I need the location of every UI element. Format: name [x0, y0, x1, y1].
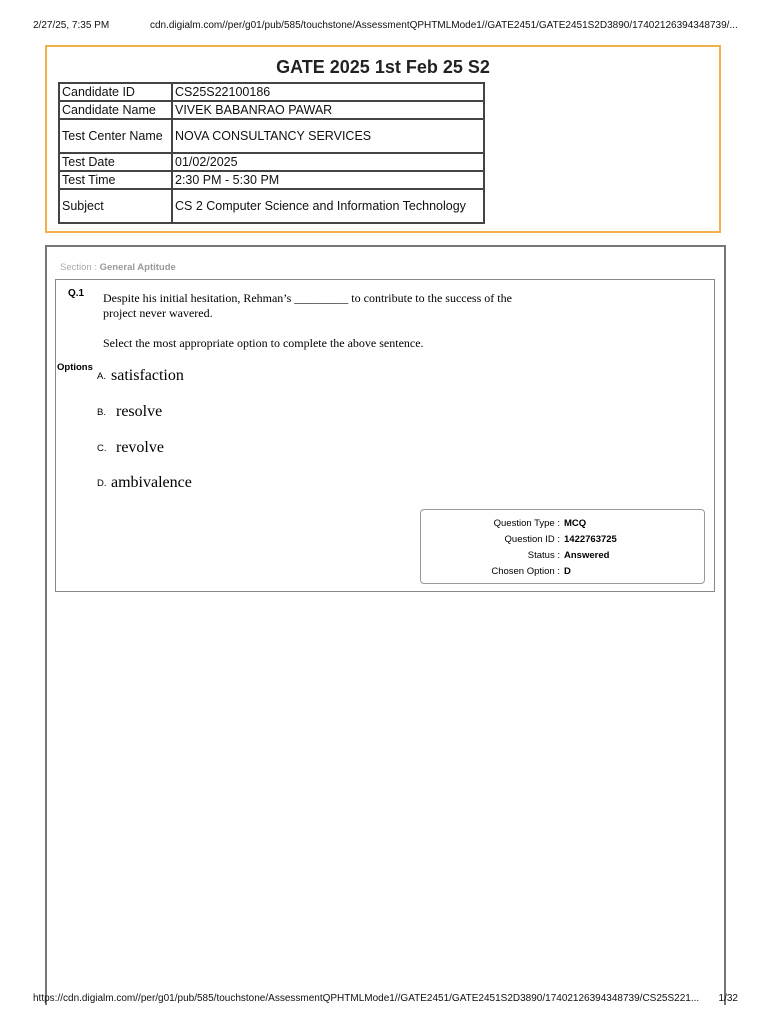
test-date-row: [59, 153, 484, 171]
page-number: 1/32: [718, 993, 738, 1004]
test-center-label: Test Center Name: [59, 119, 172, 153]
chosen-option-value: D: [564, 566, 571, 577]
print-url: cdn.digialm.com//per/g01/pub/585/touchstone/AssessmentQPHTMLMode1//GATE2451/GATE2451S2D3890/17402126394348739/...: [150, 20, 738, 31]
question-type-label: Question Type :: [493, 518, 560, 529]
option-a-text: satisfaction: [111, 367, 184, 384]
candidate-name-value: VIVEK BABANRAO PAWAR: [172, 101, 484, 119]
exam-title: GATE 2025 1st Feb 25 S2: [276, 57, 490, 77]
test-time-label: Test Time: [59, 171, 172, 189]
question-id-value: 1422763725: [564, 534, 617, 545]
footer-url: https://cdn.digialm.com//per/g01/pub/585/touchstone/AssessmentQPHTMLMode1//GATE2451/GATE2451S2D3890/17402126394348739/CS25S221...: [33, 993, 700, 1004]
candidate-id-value: CS25S22100186: [172, 83, 484, 101]
option-d-letter: D.: [97, 478, 107, 489]
subject-label: Subject: [59, 189, 172, 223]
question-instruction: Select the most appropriate option to complete the above sentence.: [103, 336, 424, 350]
test-time-row: [59, 171, 484, 189]
option-d-text: ambivalence: [111, 474, 192, 491]
print-timestamp: 2/27/25, 7:35 PM: [33, 20, 110, 31]
status-value: Answered: [564, 550, 610, 561]
meta-row-chosen-option: [421, 566, 704, 580]
question-text: Despite his initial hesitation, Rehman’s _________ to contribute to the success of the project never wavered.: [103, 291, 512, 320]
candidate-name-label: Candidate Name: [59, 101, 172, 119]
candidate-info-table: [58, 82, 485, 224]
candidate-id-label: Candidate ID: [59, 83, 172, 101]
meta-row-status: [421, 550, 704, 564]
option-c-letter: C.: [97, 443, 107, 454]
option-c-text: revolve: [116, 439, 164, 456]
test-center-value: NOVA CONSULTANCY SERVICES: [172, 119, 484, 153]
meta-row-question-type: [421, 518, 704, 532]
chosen-option-label: Chosen Option :: [491, 566, 560, 577]
test-center-row: [59, 119, 484, 153]
test-time-value: 2:30 PM - 5:30 PM: [172, 171, 484, 189]
option-b-letter: B.: [97, 407, 106, 418]
subject-row: [59, 189, 484, 223]
candidate-name-row: [59, 101, 484, 119]
option-a-letter: A.: [97, 371, 106, 382]
print-header: [33, 20, 738, 36]
question-number: Q.1: [68, 288, 85, 299]
section-prefix: Section :: [60, 262, 100, 273]
section-label: [60, 262, 176, 273]
option-b-text: resolve: [116, 403, 163, 420]
question-id-label: Question ID :: [504, 534, 560, 545]
meta-row-question-id: [421, 534, 704, 548]
question-meta-box: [420, 509, 705, 584]
subject-value: CS 2 Computer Science and Information Technology: [172, 189, 484, 223]
print-footer: [33, 993, 738, 1009]
question-type-value: MCQ: [564, 518, 587, 529]
section-name: General Aptitude: [99, 262, 176, 273]
test-date-label: Test Date: [59, 153, 172, 171]
candidate-id-row: [59, 83, 484, 101]
options-label: Options: [57, 362, 93, 373]
status-label: Status :: [527, 550, 560, 561]
candidate-info-box: [45, 45, 721, 233]
test-date-value: 01/02/2025: [172, 153, 484, 171]
